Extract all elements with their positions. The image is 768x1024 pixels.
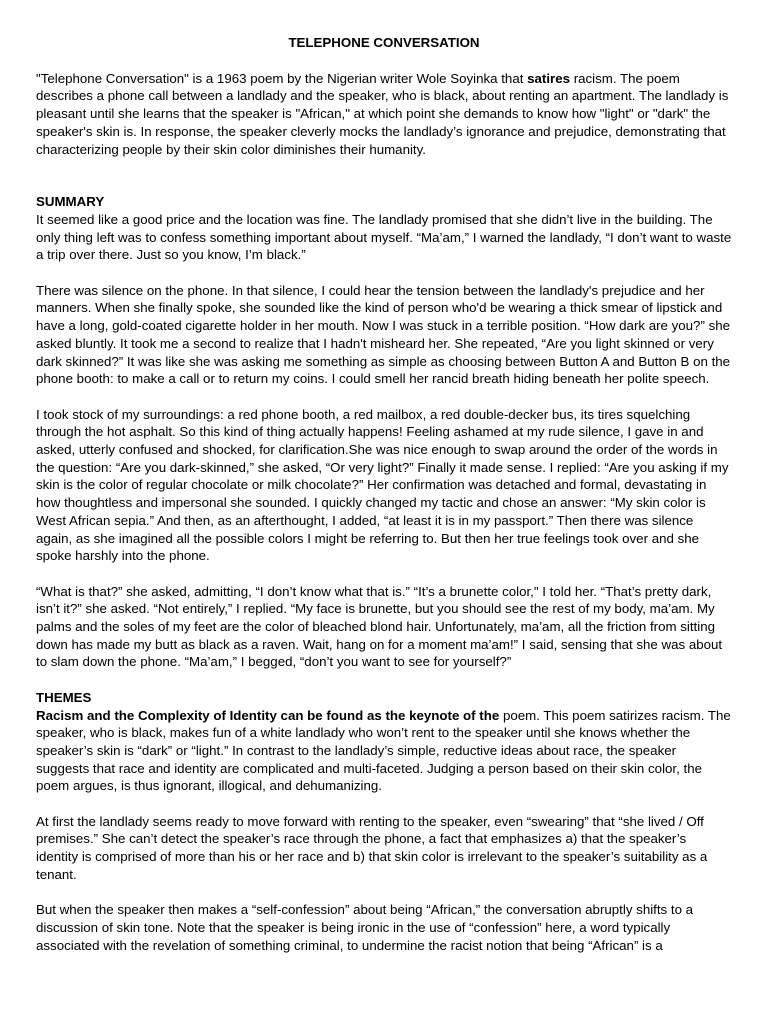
intro-paragraph <box>36 70 732 159</box>
themes-lead-text: poem. This poem satirizes racism. The speaker, who is black, makes fun of a white landlady who won’t rent to the speaker until she knows whether the speaker’s skin is “dark” or “light.” In contrast to the landlady’s simple, reductive ideas about race, the speaker suggests that race and identity are complicated and multi-faceted. Judging a person based on their skin color, the poem argues, is thus ignorant, illogical, and dehumanizing. <box>36 707 731 794</box>
document-title: TELEPHONE CONVERSATION <box>288 35 480 50</box>
summary-paragraph-3: I took stock of my surroundings: a red phone booth, a red mailbox, a red double-decker bus, its tires squelching through the hot asphalt. So this kind of thing actually happens! Feeling ashamed at my rude silence, I gave in and asked, utterly confused and shocked, for clarification.She was nice enough to swap around the order of the words in the question: “Are you dark-skinned,” she asked, “Or very light?” Finally it made sense. I replied: “Are you asking if my skin is the color of regular chocolate or milk chocolate?” Her confirmation was detached and formal, devastating in how thoughtless and impersonal she sounded. I quickly changed my tactic and chose an answer: “My skin color is West African sepia.” And then, as an afterthought, I added, “at least it is in my passport.” Then there was silence again, as she imagined all the possible colors I might be referring to. But then her true feelings took over and she spoke harshly into the phone. <box>36 406 729 564</box>
themes-lead-bold: Racism and the Complexity of Identity can be found as the keynote of the <box>36 707 500 723</box>
summary-paragraph-2: There was silence on the phone. In that silence, I could hear the tension between the landlady's prejudice and her manners. When she finally spoke, she sounded like the kind of person who'd be wearing a thick smear of lipstick and have a long, gold-coated cigarette holder in her mouth. Now I was stuck in a terrible position. “How dark are you?” she asked bluntly. It took me a second to realize that I hadn't misheard her. She repeated, “Are you light skinned or very dark skinned?” It was like she was asking me something as simple as choosing between Button A and Button B on the phone booth: to make a call or to return my coins. I could smell her rancid breath hiding beneath her polite speech. <box>36 282 731 387</box>
themes-paragraph-2: At first the landlady seems ready to move forward with renting to the speaker, even “swearing” that “she lived / Off premises.” She can’t detect the speaker’s race through the phone, a fact that emphasizes a) that the speaker’s identity is comprised of more than his or her race and b) that skin color is irrelevant to the speaker’s suitability as a tenant. <box>36 813 708 882</box>
themes-paragraph-3: But when the speaker then makes a “self-confession” about being “African,” the conversation abruptly shifts to a discussion of skin tone. Note that the speaker is being ironic in the use of “confession” here, a word typically associated with the revelation of something criminal, to undermine the racist notion that being “African” is a <box>36 902 694 953</box>
summary-paragraph-4: “What is that?” she asked, admitting, “I don’t know what that is.” “It’s a brunette color," I told her. “That’s pretty dark, isn’t it?” she asked. “Not entirely,” I replied. “My face is brunette, but you should see the rest of my body, ma’am. My palms and the soles of my feet are the color of bleached blond hair. Unfortunately, ma’am, all the friction from sitting down has made my butt as black as a raven. Wait, hang on for a moment ma’am!” I said, sensing that she was about to slam down the phone. “Ma’am,” I begged, “don’t you want to see for yourself?” <box>36 583 723 670</box>
themes-heading: THEMES <box>36 689 92 705</box>
summary-paragraph-1: It seemed like a good price and the location was fine. The landlady promised that she didn’t live in the building. The only thing left was to confess something important about myself. “Ma’am,” I warned the landlady, “I don’t want to waste a trip over there. Just so you know, I’m black.” <box>36 211 732 263</box>
intro-text-end: racism. The poem describes a phone call between a landlady and the speaker, who is black, about renting an apartment. The landlady is pleasant until she learns that the speaker is "African," at which point she demands to know how "light" or "dark" the speaker's skin is. In response, the speaker cleverly mocks the landlady’s ignorance and prejudice, demonstrating that characterizing people by their skin color diminishes their humanity. <box>36 70 729 157</box>
intro-bold-word: satires <box>527 70 570 86</box>
summary-heading: SUMMARY <box>36 194 105 210</box>
intro-text-start: "Telephone Conversation" is a 1963 poem by the Nigerian writer Wole Soyinka that <box>36 70 528 86</box>
themes-paragraph-1 <box>36 707 732 796</box>
